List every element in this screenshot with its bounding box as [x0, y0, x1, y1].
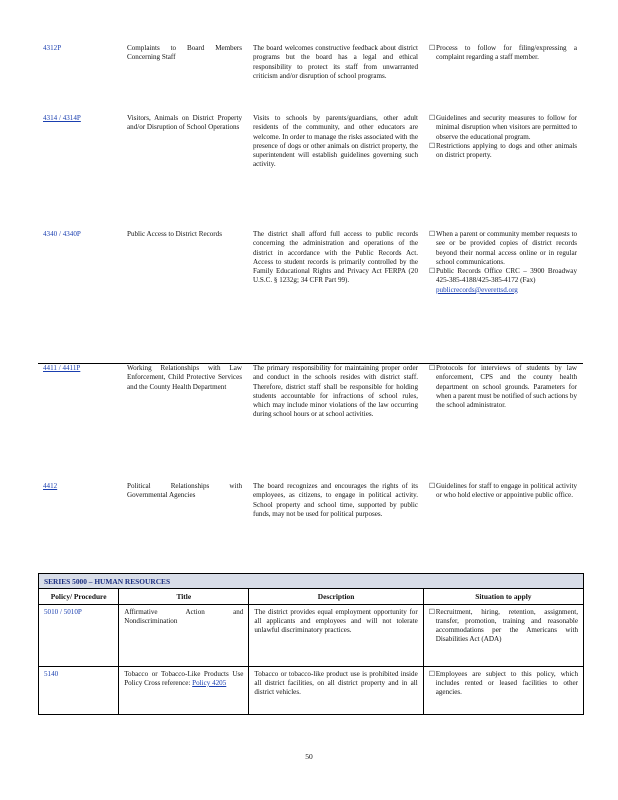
table-row	[38, 44, 583, 114]
policy-title: Tobacco or Tobacco-Like Products Use Policy Cross reference: Policy 4205	[119, 666, 249, 714]
policy-description: The board welcomes constructive feedback about district programs but the board has a legal and ethical responsibility to protect its staff from unwarranted criticism and/or disruption of school programs.	[253, 44, 418, 80]
page-number: 50	[305, 752, 313, 761]
checkbox-bullet-icon: ☐	[429, 114, 436, 122]
policy-code: 4340 / 4340P	[43, 230, 81, 238]
policy-situation: ☐ Employees are subject to this policy, which includes rented or leased facilities to other agencies.	[423, 666, 583, 714]
series-heading: SERIES 5000 – HUMAN RESOURCES	[39, 574, 584, 589]
checkbox-bullet-icon: ☐	[428, 607, 435, 616]
table-row	[39, 604, 584, 666]
checkbox-bullet-icon: ☐	[429, 44, 436, 52]
policy-title: Political Relationships with Governmental Agencies	[127, 482, 242, 500]
policy-code: 4312P	[43, 44, 62, 52]
policy-table-continued	[38, 44, 583, 572]
policy-title: Visitors, Animals on District Property and/or Disruption of School Operations	[127, 114, 242, 132]
table-row	[38, 364, 583, 482]
checkbox-bullet-icon: ☐	[428, 669, 435, 678]
table-row	[38, 114, 583, 230]
policy-description: Visits to schools by parents/guardians, other adult residents of the community, and other educators are welcome. In order to manage the risks associated with the presence of dogs or other animals on district property, the superintendent will establish guidelines governing such activity.	[253, 114, 418, 169]
policy-title: Public Access to District Records	[127, 230, 222, 238]
cross-reference-link[interactable]: Policy 4205	[192, 678, 227, 687]
table-header-row	[39, 589, 584, 604]
policy-code: 5140	[39, 666, 119, 714]
policy-description: The district provides equal employment opportunity for all applicants and employees and will not tolerate unlawful discriminatory practices.	[249, 604, 423, 666]
policy-situation: ☐ Guidelines and security measures to follow for minimal disruption when visitors are permitted to observe the educational program. ☐ Restrictions applying to dogs and other animals on district property.	[429, 114, 577, 160]
policy-situation: ☐ Guidelines for staff to engage in political activity or who hold elective or appointive public office.	[429, 482, 577, 500]
policy-title: Affirmative Action and Nondiscrimination	[119, 604, 249, 666]
series-5000-table	[38, 573, 584, 715]
table-row	[39, 666, 584, 714]
policy-description: The board recognizes and encourages the rights of its employees, as citizens, to engage in political activity. School property and school time, supported by public funds, may not be used for political purposes.	[253, 482, 418, 518]
policy-code-link[interactable]: 4411 / 4411P	[43, 364, 81, 372]
column-header-situation: Situation to apply	[423, 589, 583, 604]
public-records-email-link[interactable]: publicrecords@everettsd.org	[436, 285, 518, 294]
policy-code-link[interactable]: 4412	[43, 482, 58, 490]
column-header-description: Description	[249, 589, 423, 604]
checkbox-bullet-icon: ☐	[429, 230, 436, 238]
policy-situation: ☐ Protocols for interviews of students by law enforcement, CPS and the county health department on school grounds. Parameters for when a parent must be notified of such actions by the school administrator.	[429, 364, 577, 410]
policy-description: Tobacco or tobacco-like product use is prohibited inside all district facilities, on all district property and in all district vehicles.	[249, 666, 423, 714]
column-header-title: Title	[119, 589, 249, 604]
policy-code-link[interactable]: 4314 / 4314P	[43, 114, 81, 122]
policy-title: Complaints to Board Members Concerning Staff	[127, 44, 242, 62]
checkbox-bullet-icon: ☐	[429, 267, 436, 276]
policy-description: The district shall afford full access to public records concerning the administration and operations of the district in accordance with the Public Records Act. Access to student records is primarily controlled by the Family Educational Rights and Privacy Act FERPA (20 U.S.C. § 1232g; 34 CFR Part 99).	[253, 230, 418, 285]
policy-code: 5010 / 5010P	[39, 604, 119, 666]
policy-situation: ☐ Process to follow for filing/expressing a complaint regarding a staff member.	[429, 44, 577, 62]
policy-description: The primary responsibility for maintaining proper order and conduct in the schools resides with district staff. Therefore, district staff shall be responsible for holding students accountable for infractions of school rules, which may include minor violations of the law occurring during school hours or at school activities.	[253, 364, 418, 419]
table-row	[38, 230, 583, 358]
policy-situation: ☐ Recruitment, hiring, retention, assignment, transfer, promotion, training and reasonable accommodations per the Americans with Disabilities Act (ADA)	[423, 604, 583, 666]
checkbox-bullet-icon: ☐	[429, 141, 436, 150]
policy-situation: ☐ When a parent or community member requests to see or be provided copies of district records beyond their normal access online or in regular school communications. ☐ Public Records Office CRC – 3900 Broadway 425-385-4188/425-385-4172 (Fax) publicrecords@everettsd.org	[429, 230, 577, 294]
table-row	[38, 482, 583, 572]
checkbox-bullet-icon: ☐	[429, 364, 436, 372]
checkbox-bullet-icon: ☐	[429, 482, 436, 490]
column-header-policy: Policy/ Procedure	[39, 589, 119, 604]
policy-title: Working Relationships with Law Enforcement, Child Protective Services and the County Health Department	[127, 364, 242, 391]
